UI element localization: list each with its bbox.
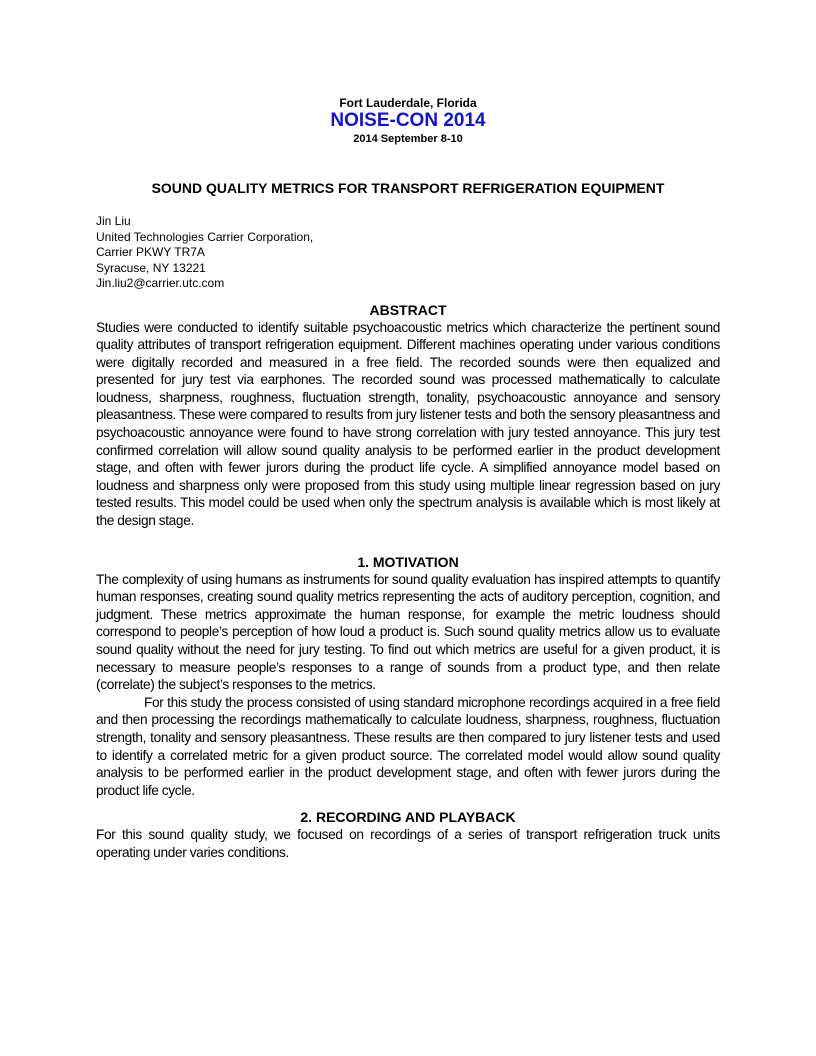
- motivation-paragraph-2: For this study the process consisted of using standard microphone recordings acquired in a free field and then processing the recordings mathematically to calculate loudness, sharpness, roughness, fluctuation strength, tonality and sensory pleasantness. These results are then compared to jury listener tests and used to identify a correlated metric for a given product source. The correlated model would allow sound quality analysis to be performed earlier in the product development stage, and often with fewer jurors during the product life cycle.: [96, 694, 720, 798]
- paper-title: SOUND QUALITY METRICS FOR TRANSPORT REFRIGERATION EQUIPMENT: [151, 180, 665, 196]
- conference-name: NOISE-CON 2014: [330, 110, 486, 131]
- abstract-text: Studies were conducted to identify suitable psychoacoustic metrics which characterize the pertinent sound quality attributes of transport refrigeration equipment. Different machines operating under various conditions were digitally recorded and measured in a free field. The recorded sounds were then equalized and presented for jury test via earphones. The recorded sound was processed mathematically to calculate loudness, sharpness, roughness, fluctuation strength, tonality, psychoacoustic annoyance and sensory pleasantness. These were compared to results from jury listener tests and both the sensory pleasantness and psychoacoustic annoyance were found to have strong correlation with jury tested annoyance. This jury test confirmed correlation will allow sound quality analysis to be performed earlier in the product development stage, and often with fewer jurors during the product life cycle. A simplified annoyance model based on loudness and sharpness only were proposed from this study using multiple linear regression based on jury tested results. This model could be used when only the spectrum analysis is available which is most likely at the design stage.: [96, 319, 720, 529]
- conference-header: [96, 96, 720, 146]
- abstract-heading: ABSTRACT: [369, 301, 447, 318]
- section-heading-motivation: 1. MOTIVATION: [357, 553, 459, 570]
- motivation-paragraph-1: The complexity of using humans as instruments for sound quality evaluation has inspired attempts to quantify human responses, creating sound quality metrics representing the acts of auditory perception, cognition, and judgment. These metrics approximate the human response, for example the metric loudness should correspond to people’s perception of how loud a product is. Such sound quality metrics allow us to evaluate sound quality without the need for jury testing. To find out which metrics are useful for a given product, it is necessary to measure people’s responses to a range of sounds from a product type, and then relate (correlate) the subject’s responses to the metrics.: [96, 571, 720, 693]
- author-email: Jin.liu2@carrier.utc.com: [96, 276, 225, 290]
- conference-dates: 2014 September 8-10: [353, 133, 463, 145]
- author-organization: United Technologies Carrier Corporation,: [96, 229, 314, 244]
- author-address-line1: Carrier PKWY TR7A: [96, 245, 205, 259]
- author-address-line2: Syracuse, NY 13221: [96, 260, 206, 275]
- conference-location: Fort Lauderdale, Florida: [339, 96, 477, 110]
- section-heading-recording: 2. RECORDING AND PLAYBACK: [300, 809, 516, 826]
- author-block: [96, 214, 720, 292]
- paper-page: [96, 96, 720, 862]
- recording-paragraph-1: For this sound quality study, we focused on recordings of a series of transport refrigeration truck units operating under varies conditions.: [96, 827, 720, 860]
- author-name: Jin Liu: [96, 214, 131, 228]
